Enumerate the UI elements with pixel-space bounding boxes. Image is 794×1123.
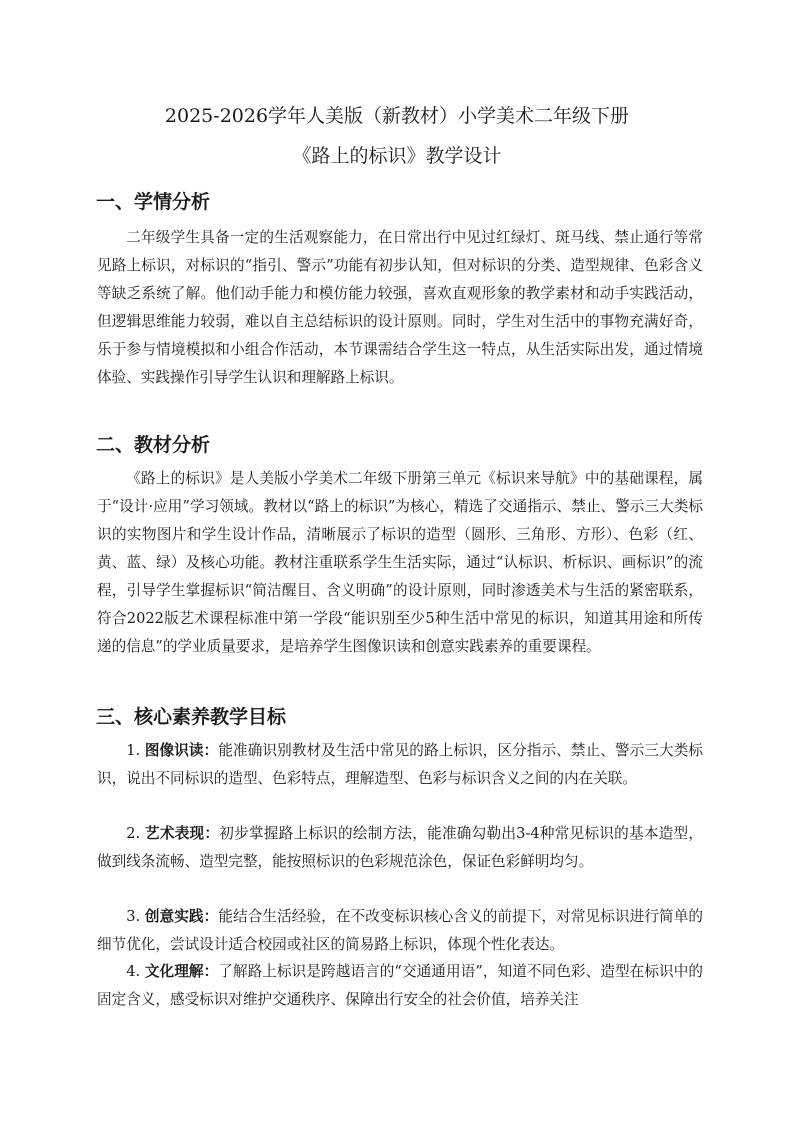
document-title-line2: 《路上的标识》教学设计 — [292, 145, 502, 167]
goal-label: 艺术表现 — [145, 825, 205, 842]
goal-colon: ： — [204, 825, 220, 842]
goal-text: 能结合生活经验，在不改变标识核心含义的前提下，对常见标识进行简单的细节优化，尝试设计适合校园或社区的简易路上标识，体现个性化表达。 — [97, 908, 703, 953]
goal-colon: ： — [203, 908, 219, 925]
goal-item — [97, 820, 703, 876]
goal-colon: ： — [203, 963, 219, 980]
goal-item — [97, 958, 703, 1014]
goal-label: 图像识读 — [144, 742, 204, 759]
goal-item — [97, 737, 703, 793]
section-paragraph-learner-analysis: 二年级学生具备一定的生活观察能力，在日常出行中见过红绿灯、斑马线、禁止通行等常见路上标识，对标识的“指引、警示”功能有初步认知，但对标识的分类、造型规律、色彩含义等缺乏系统了解。他们动手能力和模仿能力较强，喜欢直观形象的教学素材和动手实践活动，但逻辑思维能力较弱，难以自主总结标识的设计原则。同时，学生对生活中的事物充满好奇，乐于参与情境模拟和小组合作活动，本节课需结合学生这一特点，从生活实际出发，通过情境体验、实践操作引导学生认识和理解路上标识。 — [97, 229, 703, 386]
goal-number: 1. — [126, 742, 141, 759]
goal-item — [97, 903, 703, 959]
goal-text: 初步掌握路上标识的绘制方法，能准确勾勒出3-4种常见标识的基本造型，做到线条流畅、造型完整，能按照标识的色彩规范涂色，保证色彩鲜明均匀。 — [97, 825, 703, 870]
document-title-line1: 2025-2026学年人美版（新教材）小学美术二年级下册 — [164, 105, 630, 127]
goal-colon: ： — [203, 742, 219, 759]
section-heading-learner-analysis: 一、学情分析 — [96, 191, 211, 213]
goal-text: 了解路上标识是跨越语言的“交通通用语”，知道不同色彩、造型在标识中的固定含义，感受标识对维护交通秩序、保障出行安全的社会价值，培养关注 — [97, 963, 703, 1008]
goal-number: 3. — [126, 908, 141, 925]
goal-number: 2. — [126, 825, 141, 842]
goal-label: 文化理解 — [144, 963, 204, 980]
section-paragraph-textbook-analysis: 《路上的标识》是人美版小学美术二年级下册第三单元《标识来导航》中的基础课程，属于“设计·应用”学习领域。教材以“路上的标识”为核心，精选了交通指示、禁止、警示三大类标识的实物图片和学生设计作品，清晰展示了标识的造型（圆形、三角形、方形）、色彩（红、黄、蓝、绿）及核心功能。教材注重联系学生生活实际，通过“认标识、析标识、画标识”的流程，引导学生掌握标识“简洁醒目、含义明确”的设计原则，同时渗透美术与生活的紧密联系，符合2022版艺术课程标准中第一学段“能识别至少5种生活中常见的标识，知道其用途和所传递的信息”的学业质量要求，是培养学生图像识读和创意实践素养的重要课程。 — [97, 470, 703, 655]
goal-number: 4. — [126, 963, 141, 980]
goal-text: 能准确识别教材及生活中常见的路上标识，区分指示、禁止、警示三大类标识，说出不同标识的造型、色彩特点，理解造型、色彩与标识含义之间的内在关联。 — [97, 742, 703, 787]
section-heading-textbook-analysis: 二、教材分析 — [96, 434, 211, 456]
section-heading-teaching-goals: 三、核心素养教学目标 — [96, 706, 287, 728]
goal-label: 创意实践 — [144, 908, 204, 925]
